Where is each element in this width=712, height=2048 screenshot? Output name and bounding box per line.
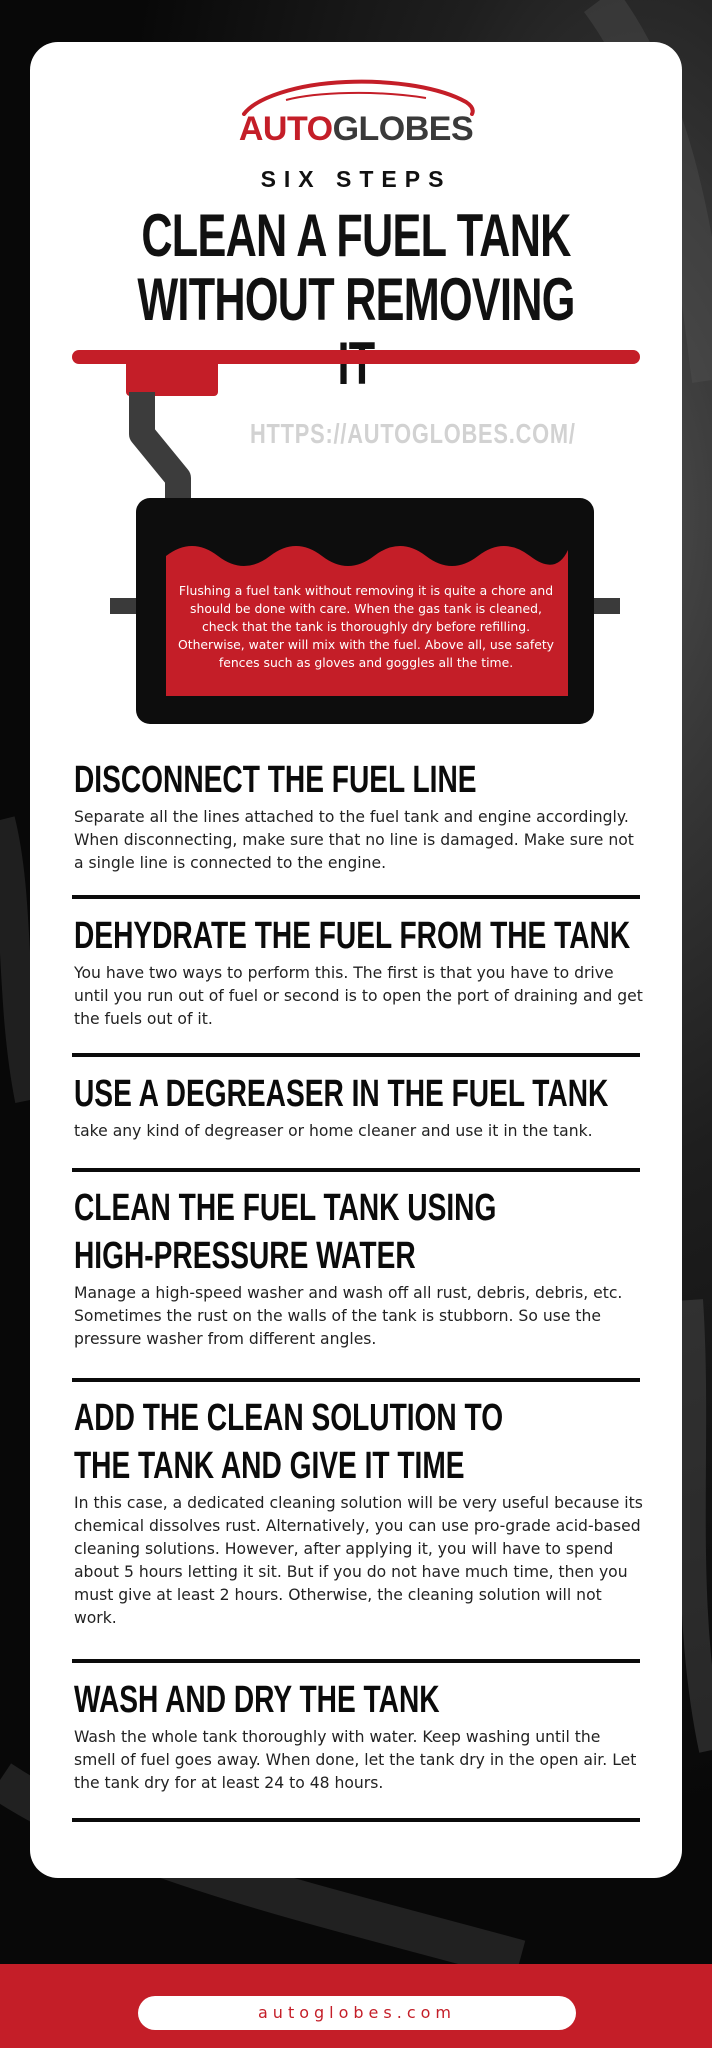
step-1: [74, 756, 646, 875]
step-4-body: Manage a high-speed washer and wash off all rust, debris, debris, etc. Sometimes the rust on the walls of the tank is stubborn. So use the pressure washer from different angles.: [74, 1284, 623, 1348]
title-line-2: WITHOUT REMOVING: [137, 266, 575, 333]
step-3: [74, 1070, 646, 1143]
step-2-body: You have two ways to perform this. The first is that you have to drive until you run out of fuel or second is to open the port of draining and get the fuels out of it.: [74, 964, 643, 1028]
logo-auto-text: AUTO: [238, 110, 333, 148]
step-6-title: WASH AND DRY THE TANK: [74, 1679, 440, 1721]
infographic-card: [30, 42, 682, 1878]
step-5-body: In this case, a dedicated cleaning solution will be very useful because its chemical dissolves rust. Alternatively, you can use pro-grade acid-based cleaning solutions. However, after applying it, you will have to spend about 5 hours letting it sit. But if you do not have much time, then you must give at least 2 hours. Otherwise, the cleaning solution will not work.: [74, 1494, 643, 1627]
site-url: HTTPS://AUTOGLOBES.COM/: [250, 418, 576, 449]
divider: [72, 1659, 640, 1663]
logo-globes-text: GLOBES: [332, 110, 474, 148]
divider: [72, 1053, 640, 1057]
divider: [72, 1818, 640, 1822]
divider: [72, 895, 640, 899]
step-3-body: take any kind of degreaser or home cleaner and use it in the tank.: [74, 1122, 593, 1140]
step-2: [74, 912, 646, 1031]
divider: [72, 1378, 640, 1382]
step-6: [74, 1676, 646, 1795]
title-line-1: CLEAN A FUEL TANK: [141, 202, 571, 269]
intro-text: Flushing a fuel tank without removing it is quite a chore and should be done with care. When the gas tank is cleaned, check that the tank is thoroughly dry before refilling. Otherwise, water will mix with the fuel. Above all, use safety fences such as gloves and goggles all the time.: [177, 583, 555, 670]
step-5: [74, 1394, 646, 1630]
step-1-body: Separate all the lines attached to the fuel tank and engine accordingly. When disconnecting, make sure that no line is damaged. Make sure not a single line is connected to the engine.: [74, 808, 634, 872]
divider: [72, 1168, 640, 1172]
step-1-title: DISCONNECT THE FUEL LINE: [74, 759, 477, 801]
step-3-title: USE A DEGREASER IN THE FUEL TANK: [74, 1073, 609, 1115]
step-4: [74, 1184, 646, 1351]
steps-kicker: SIX STEPS: [260, 166, 452, 192]
step-5-title: ADD THE CLEAN SOLUTION TO THE TANK AND GIVE IT TIME: [74, 1397, 504, 1487]
step-2-title: DEHYDRATE THE FUEL FROM THE TANK: [74, 915, 631, 957]
step-4-title: CLEAN THE FUEL TANK USING HIGH-PRESSURE WATER: [74, 1187, 497, 1277]
footer-site-link[interactable]: autoglobes.com: [138, 1996, 576, 2030]
step-6-body: Wash the whole tank thoroughly with water. Keep washing until the smell of fuel goes away. When done, let the tank dry in the open air. Let the tank dry for at least 24 to 48 hours.: [74, 1728, 637, 1792]
